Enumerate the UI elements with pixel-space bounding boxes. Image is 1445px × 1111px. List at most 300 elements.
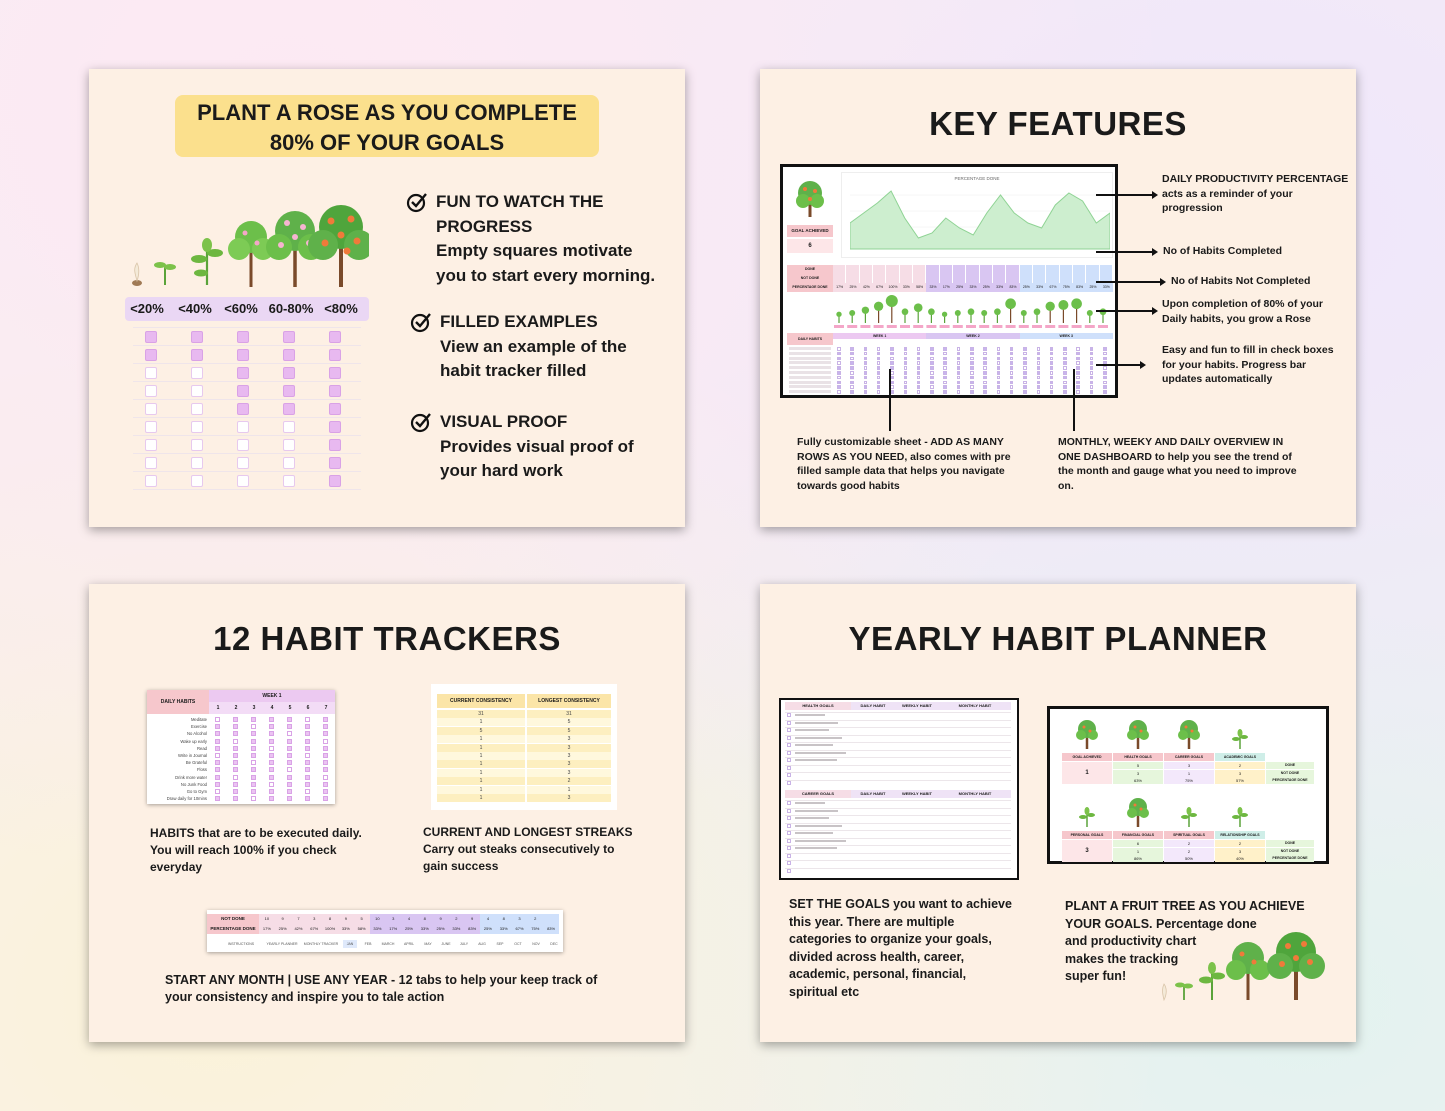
caption-streaks bbox=[423, 824, 633, 875]
sprout-icon bbox=[913, 303, 923, 328]
checkbox bbox=[323, 775, 328, 780]
sprout-icon bbox=[1019, 310, 1029, 328]
goal-value-cell: 1 bbox=[1164, 770, 1214, 777]
checkbox bbox=[215, 782, 220, 787]
row-line bbox=[785, 808, 1011, 809]
annotation-line: towards good habits bbox=[797, 479, 900, 492]
percentage-cell: 25% bbox=[401, 924, 417, 934]
grid-line bbox=[133, 399, 361, 400]
goal-value-cell: 2 bbox=[1164, 848, 1214, 855]
checkbox bbox=[233, 731, 238, 736]
checkbox bbox=[329, 367, 341, 379]
not-done-cell: 10 bbox=[259, 914, 275, 924]
feature-body: Empty squares motivate bbox=[436, 241, 633, 260]
checkbox bbox=[970, 376, 974, 380]
data-cell bbox=[953, 265, 966, 283]
caption-line: You will reach 100% if you check bbox=[150, 843, 337, 857]
sprout-icon bbox=[874, 302, 884, 328]
goal-column-header: HEALTH GOALS bbox=[785, 702, 851, 710]
checkbox bbox=[1037, 371, 1041, 375]
annotation-line: on. bbox=[1058, 479, 1074, 492]
goal-column-header: DAILY HABIT bbox=[851, 702, 895, 710]
goal-text-placeholder bbox=[795, 840, 846, 842]
checkbox bbox=[329, 457, 341, 469]
percentage-cell: 17% bbox=[385, 924, 401, 934]
checkbox bbox=[970, 371, 974, 375]
habit-label-placeholder bbox=[789, 381, 831, 384]
headline-line-2: 80% OF YOUR GOALS bbox=[269, 130, 505, 155]
checkbox bbox=[145, 385, 157, 397]
checkbox bbox=[251, 775, 256, 780]
sheet-tab[interactable]: DEC bbox=[550, 942, 558, 946]
checkbox bbox=[943, 366, 947, 370]
habit-name: Floss bbox=[196, 767, 207, 773]
caption-line: PLANT A FRUIT TREE AS YOU ACHIEVE bbox=[1065, 899, 1305, 913]
checkbox bbox=[251, 731, 256, 736]
checkbox bbox=[323, 760, 328, 765]
sprout-icon bbox=[1225, 717, 1255, 751]
annotation-overview bbox=[1058, 435, 1297, 493]
habit-label-placeholder bbox=[789, 357, 831, 360]
sprout-icon bbox=[834, 312, 844, 328]
caption-line: categories to organize your goals, bbox=[789, 932, 992, 946]
checkbox bbox=[837, 347, 841, 351]
longest-consistency-cell: 3 bbox=[527, 744, 611, 752]
not-done-cell: 2 bbox=[527, 914, 543, 924]
check-circle-icon bbox=[410, 411, 432, 433]
sheet-tab[interactable]: YEARLY PLANNER bbox=[266, 942, 298, 946]
checkbox bbox=[145, 331, 157, 343]
checkbox bbox=[890, 366, 894, 370]
grid-line bbox=[133, 345, 361, 346]
caption-line: everyday bbox=[150, 860, 203, 874]
checkbox bbox=[930, 371, 934, 375]
annotation-line: DAILY PRODUCTIVITY PERCENTAGE bbox=[1162, 173, 1349, 185]
checkbox bbox=[930, 361, 934, 365]
checkbox bbox=[877, 361, 881, 365]
productivity-chart bbox=[841, 172, 1113, 258]
goal-value-cell: 3 bbox=[1164, 762, 1214, 769]
checkbox bbox=[787, 773, 791, 777]
percentage-cell: 33% bbox=[926, 283, 939, 292]
checkbox bbox=[269, 775, 274, 780]
checkbox bbox=[837, 366, 841, 370]
checkbox bbox=[943, 376, 947, 380]
checkbox bbox=[1023, 371, 1027, 375]
percent-label: <20% bbox=[130, 301, 164, 316]
checkbox bbox=[269, 796, 274, 801]
checkbox bbox=[1050, 357, 1054, 361]
habit-label-placeholder bbox=[789, 371, 831, 374]
checkbox bbox=[850, 366, 854, 370]
caption-months bbox=[165, 972, 597, 1006]
checkbox bbox=[1090, 390, 1094, 394]
longest-consistency-cell: 5 bbox=[527, 718, 611, 726]
caption-line: HABITS that are to be executed daily. bbox=[150, 826, 362, 840]
checkbox bbox=[1023, 352, 1027, 356]
checkbox bbox=[145, 457, 157, 469]
checkbox bbox=[877, 385, 881, 389]
habit-name: Draw daily for 10mins bbox=[166, 796, 207, 802]
longest-consistency-cell: 5 bbox=[527, 727, 611, 735]
checkbox bbox=[1063, 347, 1067, 351]
data-cell bbox=[1073, 265, 1086, 283]
checkbox bbox=[283, 331, 295, 343]
sheet-tab[interactable]: MONTHLY TRACKER bbox=[303, 942, 339, 946]
checkbox bbox=[215, 746, 220, 751]
goal-text-placeholder bbox=[795, 744, 833, 746]
percentage-cell: 17% bbox=[940, 283, 953, 292]
checkbox bbox=[323, 782, 328, 787]
checkbox bbox=[145, 421, 157, 433]
current-consistency-cell: 1 bbox=[437, 760, 525, 768]
checkbox bbox=[323, 753, 328, 758]
percentage-cell: 25% bbox=[1020, 283, 1033, 292]
checkbox bbox=[1023, 385, 1027, 389]
checkbox bbox=[1050, 371, 1054, 375]
goal-text-placeholder bbox=[795, 752, 846, 754]
checkbox bbox=[787, 781, 791, 785]
sheet-tab[interactable]: AUG bbox=[478, 942, 486, 946]
checkbox bbox=[1023, 361, 1027, 365]
row-line bbox=[785, 800, 1011, 801]
checkbox bbox=[1023, 390, 1027, 394]
row-line bbox=[785, 845, 1011, 846]
checkbox bbox=[215, 753, 220, 758]
checkbox bbox=[251, 782, 256, 787]
annotation-line: for your habits. Progress bar bbox=[1162, 358, 1307, 371]
checkbox bbox=[191, 331, 203, 343]
checkbox bbox=[283, 349, 295, 361]
checkbox bbox=[997, 347, 1001, 351]
checkbox bbox=[329, 349, 341, 361]
checkbox bbox=[1090, 347, 1094, 351]
row-line bbox=[785, 757, 1011, 758]
goal-value-cell: 2 bbox=[1215, 840, 1265, 847]
checkbox bbox=[1103, 357, 1107, 361]
row-line bbox=[785, 823, 1011, 824]
checkbox bbox=[917, 347, 921, 351]
percentage-cell: 83% bbox=[464, 924, 480, 934]
checkbox bbox=[930, 390, 934, 394]
checkbox bbox=[191, 439, 203, 451]
percentage-cell: 100% bbox=[322, 924, 338, 934]
feature-body: View an example of the bbox=[440, 336, 627, 356]
longest-consistency-cell: 3 bbox=[527, 760, 611, 768]
caption-set-goals bbox=[789, 896, 1012, 1001]
checkbox bbox=[1090, 366, 1094, 370]
checkbox bbox=[191, 421, 203, 433]
sheet-tab[interactable]: MARCH bbox=[381, 942, 395, 946]
annotation-line: Fully customizable sheet - ADD AS MANY bbox=[797, 436, 1004, 448]
checkbox bbox=[970, 381, 974, 385]
checkbox bbox=[233, 796, 238, 801]
checkbox bbox=[237, 439, 249, 451]
current-consistency-cell: 1 bbox=[437, 794, 525, 802]
sprout-icon bbox=[900, 308, 910, 328]
checkbox bbox=[237, 349, 249, 361]
not-done-cell: 9 bbox=[338, 914, 354, 924]
checkbox bbox=[864, 361, 868, 365]
checkbox bbox=[305, 724, 310, 729]
checkbox bbox=[787, 751, 791, 755]
row-line bbox=[785, 830, 1011, 831]
checkbox bbox=[983, 347, 987, 351]
annotation-line: ROWS AS YOU NEED, also comes with pre bbox=[797, 450, 1011, 463]
checkbox bbox=[1023, 347, 1027, 351]
checkbox bbox=[269, 753, 274, 758]
goal-achieved-value: 3 bbox=[1062, 840, 1112, 862]
arrow-icon bbox=[1096, 251, 1156, 253]
goal-text-placeholder bbox=[795, 759, 837, 761]
checkbox bbox=[269, 767, 274, 772]
checkbox bbox=[917, 357, 921, 361]
grid-line bbox=[133, 471, 361, 472]
daily-habits-table bbox=[147, 690, 335, 804]
checkbox bbox=[930, 352, 934, 356]
current-consistency-cell: 1 bbox=[437, 752, 525, 760]
panel-rose-progress bbox=[89, 69, 685, 527]
checkbox bbox=[1063, 352, 1067, 356]
checkbox bbox=[1010, 347, 1014, 351]
sheet-tab[interactable]: MAY bbox=[424, 942, 432, 946]
checkbox bbox=[1103, 381, 1107, 385]
habit-name: Write in Journal bbox=[177, 753, 207, 758]
data-cell bbox=[1033, 265, 1046, 283]
percentage-cell: 25% bbox=[433, 924, 449, 934]
checkbox bbox=[917, 352, 921, 356]
checkbox bbox=[877, 381, 881, 385]
consistency-header: LONGEST CONSISTENCY bbox=[527, 694, 611, 708]
sprout-icon bbox=[1032, 308, 1042, 328]
goal-value-cell: 2 bbox=[1164, 840, 1214, 847]
checkbox bbox=[323, 767, 328, 772]
checkbox bbox=[269, 724, 274, 729]
checkbox bbox=[1076, 371, 1080, 375]
goal-text-placeholder bbox=[795, 847, 837, 849]
habit-name: Meditate bbox=[190, 717, 207, 722]
checkbox bbox=[1037, 385, 1041, 389]
checkbox bbox=[890, 381, 894, 385]
caption-line: your consistency and inspire you to tale action bbox=[165, 990, 445, 1004]
checkbox bbox=[787, 743, 791, 747]
dashboard-row-label: PERCENTAGE DONE bbox=[1266, 855, 1314, 862]
checkbox bbox=[904, 385, 908, 389]
checkbox bbox=[957, 371, 961, 375]
checkbox bbox=[251, 789, 256, 794]
caption-line: SET THE GOALS you want to achieve bbox=[789, 897, 1012, 911]
row-line bbox=[785, 815, 1011, 816]
panel-headline bbox=[175, 98, 599, 158]
not-done-cell: 8 bbox=[496, 914, 512, 924]
annotation-line: filled sample data that helps you navigate bbox=[797, 465, 1005, 477]
not-done-cell: 4 bbox=[401, 914, 417, 924]
checkbox bbox=[1037, 352, 1041, 356]
data-cell bbox=[1060, 265, 1073, 283]
tree-icon bbox=[1005, 298, 1016, 328]
checkbox bbox=[850, 385, 854, 389]
checkbox bbox=[957, 376, 961, 380]
longest-consistency-cell: 1 bbox=[527, 786, 611, 794]
checkbox bbox=[904, 352, 908, 356]
checkbox bbox=[1050, 390, 1054, 394]
dashboard-header: SPIRITUAL GOALS bbox=[1164, 831, 1214, 839]
data-cell bbox=[1046, 265, 1059, 283]
percentage-cell: 58% bbox=[354, 924, 370, 934]
checkbox bbox=[1063, 390, 1067, 394]
data-cell bbox=[1006, 265, 1019, 283]
checkbox bbox=[997, 381, 1001, 385]
checkbox bbox=[191, 385, 203, 397]
row-line bbox=[785, 727, 1011, 728]
checkbox bbox=[287, 789, 292, 794]
daily-habits-header: DAILY HABITS bbox=[147, 690, 209, 714]
checkbox bbox=[997, 371, 1001, 375]
checkbox bbox=[904, 366, 908, 370]
chart-title: PERCENTAGE DONE bbox=[954, 176, 1000, 181]
checkbox bbox=[1076, 385, 1080, 389]
checkbox bbox=[1063, 361, 1067, 365]
checkbox bbox=[215, 724, 220, 729]
row-line bbox=[785, 750, 1011, 751]
checkbox bbox=[970, 352, 974, 356]
checkbox bbox=[943, 361, 947, 365]
sheet-tab[interactable]: INSTRUCTIONS bbox=[227, 942, 255, 946]
checkbox bbox=[237, 367, 249, 379]
habit-label-placeholder bbox=[789, 366, 831, 369]
current-consistency-cell: 1 bbox=[437, 777, 525, 785]
checkbox bbox=[269, 746, 274, 751]
not-done-cell: 3 bbox=[385, 914, 401, 924]
checkbox bbox=[1010, 381, 1014, 385]
grid-line bbox=[133, 435, 361, 436]
checkbox bbox=[1037, 361, 1041, 365]
checkbox bbox=[251, 739, 256, 744]
connector-line bbox=[889, 369, 891, 431]
checkbox bbox=[251, 717, 256, 722]
row-line bbox=[785, 735, 1011, 736]
strip-label: NOT DONE bbox=[207, 914, 259, 924]
checkbox bbox=[251, 724, 256, 729]
percentage-cell: 25% bbox=[953, 283, 966, 292]
sheet-tab[interactable]: JAN bbox=[343, 940, 357, 948]
checkbox bbox=[957, 347, 961, 351]
checkbox bbox=[305, 717, 310, 722]
checkbox bbox=[850, 371, 854, 375]
sheet-tab[interactable]: OCT bbox=[514, 942, 522, 946]
sheet-tab[interactable]: JULY bbox=[459, 942, 469, 946]
annotation-productivity bbox=[1162, 172, 1348, 216]
annotation-line: ONE DASHBOARD to help you see the trend of bbox=[1058, 450, 1292, 463]
data-cell bbox=[940, 265, 953, 283]
grid-line bbox=[133, 363, 361, 364]
checkbox bbox=[787, 758, 791, 762]
checkbox bbox=[864, 390, 868, 394]
checkbox bbox=[305, 739, 310, 744]
checkbox bbox=[930, 376, 934, 380]
checkbox bbox=[323, 717, 328, 722]
checkbox bbox=[283, 385, 295, 397]
sprout-icon bbox=[154, 262, 176, 285]
checkbox bbox=[970, 366, 974, 370]
sheet-tab[interactable]: FEB bbox=[364, 942, 372, 946]
arrow-icon bbox=[1096, 310, 1156, 312]
checkbox bbox=[215, 717, 220, 722]
checkbox bbox=[1023, 381, 1027, 385]
annotation-line: Easy and fun to fill in check boxes bbox=[1162, 344, 1334, 356]
checkbox bbox=[1076, 376, 1080, 380]
percentage-cell: 33% bbox=[1033, 283, 1046, 292]
checkbox bbox=[917, 366, 921, 370]
checkbox bbox=[930, 381, 934, 385]
checkbox bbox=[850, 347, 854, 351]
checkbox bbox=[787, 809, 791, 813]
checkbox bbox=[970, 390, 974, 394]
checkbox bbox=[864, 352, 868, 356]
percentage-cell: 75% bbox=[1060, 283, 1073, 292]
not-done-cell: 4 bbox=[480, 914, 496, 924]
dashboard-header: GOAL ACHIEVED bbox=[1062, 753, 1112, 761]
row-line bbox=[785, 772, 1011, 773]
checkbox bbox=[983, 361, 987, 365]
checkbox bbox=[787, 816, 791, 820]
checkbox bbox=[983, 371, 987, 375]
check-circle-icon bbox=[406, 191, 428, 213]
panel-title: KEY FEATURES bbox=[929, 105, 1187, 142]
checkbox bbox=[215, 767, 220, 772]
checkbox bbox=[1090, 361, 1094, 365]
week-header: WEEK 3 bbox=[1020, 333, 1113, 339]
plant-growth-illustration bbox=[125, 197, 369, 289]
checkbox bbox=[1103, 376, 1107, 380]
percentage-cell: 33% bbox=[966, 283, 979, 292]
annotation-rose bbox=[1162, 297, 1323, 326]
feature-progress bbox=[436, 190, 655, 288]
goal-value-cell: 5 bbox=[1113, 762, 1163, 769]
percentage-cell: 33% bbox=[417, 924, 433, 934]
checkbox bbox=[1050, 352, 1054, 356]
sheet-tab[interactable]: APRIL bbox=[403, 942, 415, 946]
dashboard-screenshot bbox=[780, 164, 1118, 398]
checkbox bbox=[1090, 357, 1094, 361]
checkbox bbox=[890, 347, 894, 351]
checkbox bbox=[970, 357, 974, 361]
data-cell bbox=[1020, 265, 1033, 283]
dashboard-header: PERSONAL GOALS bbox=[1062, 831, 1112, 839]
goal-achieved-value: 1 bbox=[1062, 762, 1112, 784]
percentage-cell: 100% bbox=[886, 283, 899, 292]
sheet-tab[interactable]: NOV bbox=[532, 942, 540, 946]
caption-line: CURRENT AND LONGEST STREAKS bbox=[423, 825, 633, 839]
checkbox bbox=[287, 775, 292, 780]
current-consistency-cell: 1 bbox=[437, 786, 525, 794]
habit-name: Exercise bbox=[190, 724, 207, 730]
sheet-tab[interactable]: JUNE bbox=[441, 942, 451, 946]
checkbox bbox=[283, 367, 295, 379]
dashboard-row-label: NOT DONE bbox=[1266, 770, 1314, 777]
checkbox bbox=[1063, 381, 1067, 385]
sprout-icon bbox=[966, 308, 976, 328]
seedling-icon bbox=[1199, 962, 1225, 1000]
percentage-cell: 25% bbox=[1086, 283, 1099, 292]
fruit-tree-icon bbox=[1072, 717, 1102, 751]
not-done-cell: 8 bbox=[322, 914, 338, 924]
sheet-tab[interactable]: SEP bbox=[496, 942, 504, 946]
goal-column-header: MONTHLY HABIT bbox=[939, 790, 1011, 798]
row-line bbox=[785, 780, 1011, 781]
checkbox bbox=[1076, 352, 1080, 356]
data-cell bbox=[833, 265, 846, 283]
